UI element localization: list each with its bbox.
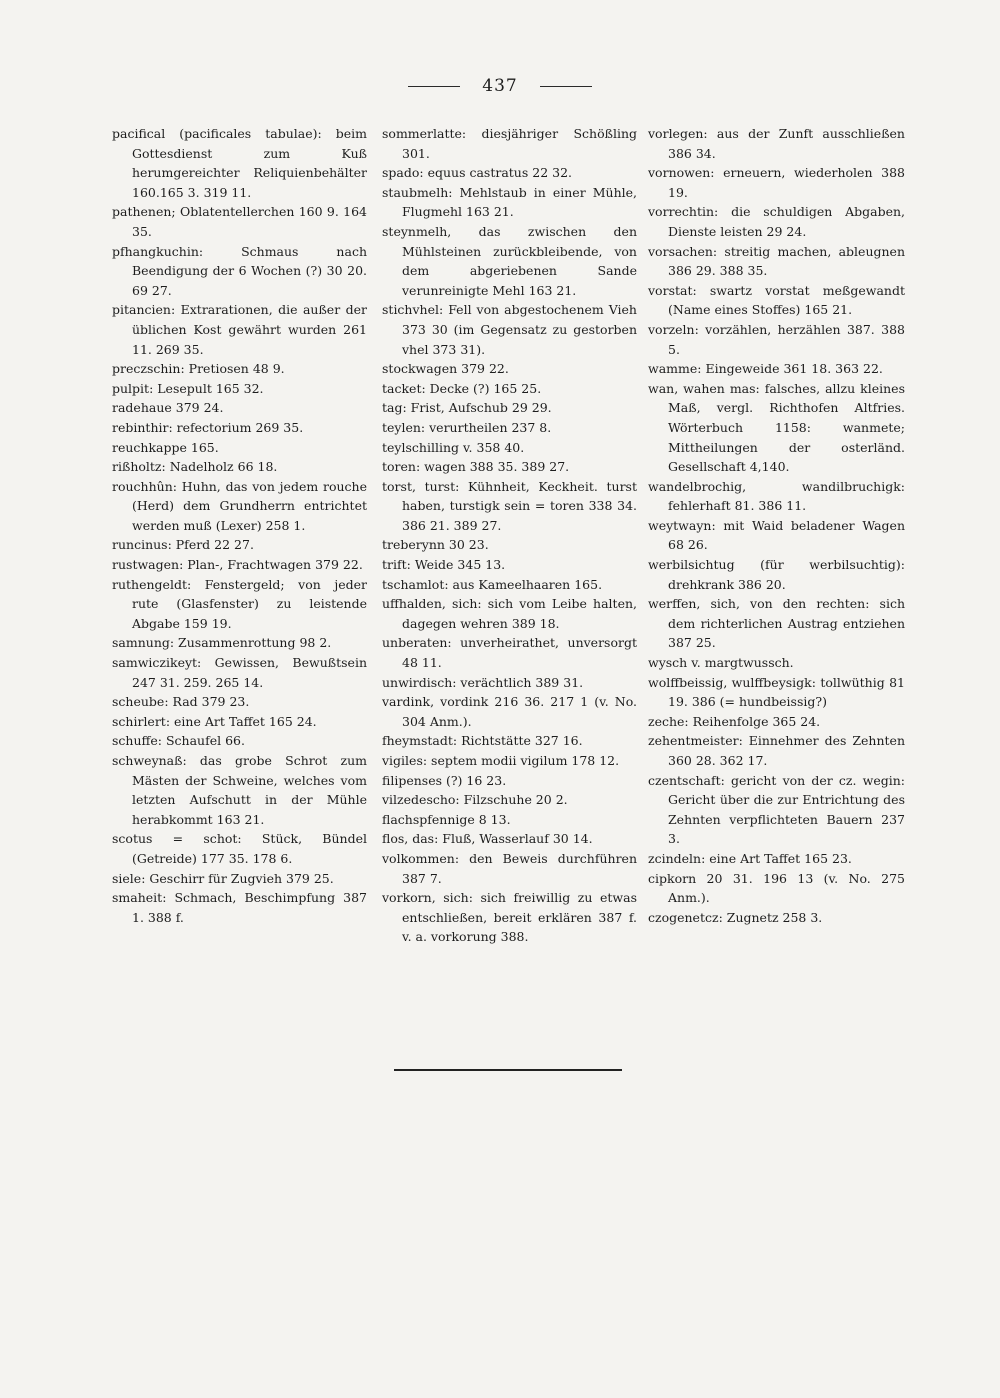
glossary-entry: rustwagen: Plan-, Frachtwagen 379 22. (112, 557, 363, 573)
glossary-entry: teylschilling v. 358 40. (382, 439, 525, 455)
glossary-entry: samnung: Zusammenrottung 98 2. (112, 635, 332, 651)
glossary-entry: rißholtz: Nadelholz 66 18. (112, 459, 278, 475)
glossary-entry: schweynaß: das grobe Schrot zum Mästen der Schweine, welches vom letzten Aufschutt in der Mühle herabkommt 163 21. (112, 753, 367, 827)
glossary-entry: schuffe: Schaufel 66. (112, 733, 245, 749)
glossary-entry: filipenses (?) 16 23. (382, 772, 507, 788)
page-number: 437 (482, 76, 518, 96)
glossary-entry: teylen: verurtheilen 237 8. (382, 419, 552, 435)
glossary-entry: vorsachen: streitig machen, ableugnen 386 29. 388 35. (648, 243, 905, 279)
glossary-entry: radehaue 379 24. (112, 400, 224, 416)
glossary-entry: pitancien: Extrarationen, die außer der üblichen Kost gewährt wurden 261 11. 269 35. (112, 302, 367, 357)
glossary-entry: flachspfennige 8 13. (382, 811, 511, 827)
glossary-entry: ruthengeldt: Fenstergeld; von jeder rute (Glasfenster) zu leistende Abgabe 159 19. (112, 576, 367, 631)
glossary-entry: tschamlot: aus Kameelhaaren 165. (382, 576, 603, 592)
glossary-entry: wandelbrochig, wandilbruchigk: fehlerhaft 81. 386 11. (648, 478, 905, 514)
glossary-entry: toren: wagen 388 35. 389 27. (382, 459, 570, 475)
glossary-entry: wamme: Eingeweide 361 18. 363 22. (648, 361, 883, 377)
glossary-entry: werffen, sich, von den rechten: sich dem richterlichen Austrag entziehen 387 25. (648, 596, 905, 651)
glossary-entry: tag: Frist, Aufschub 29 29. (382, 400, 552, 416)
glossary-entry: unwirdisch: verächtlich 389 31. (382, 674, 584, 690)
glossary-entry: vilzedescho: Filzschuhe 20 2. (382, 792, 568, 808)
glossary-entry: preczschin: Pretiosen 48 9. (112, 361, 285, 377)
glossary-entry: pacifical (pacificales tabulae): beim Gottesdienst zum Kuß herumgereichter Reliquienbehälter 160.165 3. 319 11. (112, 126, 367, 200)
header-rule-left (408, 86, 460, 87)
glossary-entry: weytwayn: mit Waid beladener Wagen 68 26. (648, 517, 905, 553)
glossary-entry: rouchhûn: Huhn, das von jedem rouche (Herd) dem Grundherrn entrichtet werden muß (Lexer) 258 1. (112, 478, 367, 533)
glossary-entry: vigiles: septem modii vigilum 178 12. (382, 753, 620, 768)
glossary-column-3 (648, 124, 905, 927)
glossary-entry: samwiczikeyt: Gewissen, Bewußtsein 247 31. 259. 265 14. (112, 655, 367, 690)
glossary-entry: zeche: Reihenfolge 365 24. (648, 713, 821, 729)
header-rule-right (540, 86, 592, 87)
glossary-entry: volkommen: den Beweis durchführen 387 7. (382, 850, 637, 886)
glossary-entry: vardink, vordink 216 36. 217 1 (v. No. 304 Anm.). (382, 694, 637, 729)
glossary-entry: reuchkappe 165. (112, 439, 219, 455)
glossary-entry: rebinthir: refectorium 269 35. (112, 419, 304, 435)
glossary-column-1 (112, 124, 367, 927)
glossary-entry: vornowen: erneuern, wiederholen 388 19. (648, 165, 905, 200)
glossary-entry: vorlegen: aus der Zunft ausschließen 386 34. (648, 126, 905, 161)
glossary-entry: pulpit: Lesepult 165 32. (112, 380, 264, 396)
glossary-entry: schirlert: eine Art Taffet 165 24. (112, 713, 317, 729)
glossary-entry: pfhangkuchin: Schmaus nach Beendigung der 6 Wochen (?) 30 20. 69 27. (112, 243, 367, 298)
glossary-entry: stockwagen 379 22. (382, 361, 509, 377)
glossary-entry: zcindeln: eine Art Taffet 165 23. (648, 850, 852, 866)
page-header (0, 76, 1000, 96)
glossary-entry: wan, wahen mas: falsches, allzu kleines Maß, vergl. Richthofen Altfries. Wörterbuch 1158: wanmete; Mittheilungen der osterländ. Gesellschaft 4,140. (648, 380, 905, 475)
glossary-entry: vorzeln: vorzählen, herzählen 387. 388 5. (648, 321, 905, 357)
glossary-entry: trift: Weide 345 13. (382, 557, 506, 573)
glossary-entry: torst, turst: Kühnheit, Keckheit. turst haben, turstigk sein = toren 338 34. 386 21. 389 27. (382, 478, 637, 533)
glossary-entry: wysch v. margtwussch. (648, 655, 794, 671)
glossary-entry: czogenetcz: Zugnetz 258 3. (648, 909, 823, 925)
glossary-entry: wolffbeissig, wulffbeysigk: tollwüthig 81 19. 386 (= hundbeissig?) (648, 674, 905, 710)
glossary-entry: stichvhel: Fell von abgestochenem Vieh 373 30 (im Gegensatz zu gestorben vhel 373 31). (382, 302, 637, 357)
glossary-entry: scotus = schot: Stück, Bündel (Getreide) 177 35. 178 6. (112, 831, 367, 866)
bottom-rule (394, 1069, 622, 1071)
glossary-entry: smaheit: Schmach, Beschimpfung 387 1. 388 f. (112, 890, 367, 925)
glossary-entry: uffhalden, sich: sich vom Leibe halten, dagegen wehren 389 18. (382, 596, 637, 631)
glossary-entry: siele: Geschirr für Zugvieh 379 25. (112, 870, 334, 886)
glossary-entry: runcinus: Pferd 22 27. (112, 537, 254, 553)
glossary-entry: zehentmeister: Einnehmer des Zehnten 360 28. 362 17. (648, 733, 905, 768)
glossary-entry: fheymstadt: Richtstätte 327 16. (382, 733, 583, 749)
glossary-entry: czentschaft: gericht von der cz. wegin: Gericht über die zur Entrichtung des Zehnten verpflichteten Bauern 237 3. (648, 772, 905, 847)
glossary-entry: pathenen; Oblatentellerchen 160 9. 164 35. (112, 204, 367, 239)
glossary-entry: sommerlatte: diesjähriger Schößling 301. (382, 126, 637, 161)
glossary-entry: steynmelh, das zwischen den Mühlsteinen zurückbleibende, von dem abgeriebenen Sande verunreinigte Mehl 163 21. (382, 223, 637, 298)
glossary-entry: vorkorn, sich: sich freiwillig zu etwas entschließen, bereit erklären 387 f. v. a. vorkorung 388. (382, 890, 637, 945)
glossary-entry: vorstat: swartz vorstat meßgewandt (Name eines Stoffes) 165 21. (648, 282, 905, 318)
glossary-entry: werbilsichtug (für werbilsuchtig): drehkrank 386 20. (648, 557, 905, 592)
glossary-entry: treberynn 30 23. (382, 537, 489, 553)
glossary-entry: spado: equus castratus 22 32. (382, 165, 573, 181)
glossary-entry: cipkorn 20 31. 196 13 (v. No. 275 Anm.). (648, 870, 905, 906)
glossary-entry: staubmelh: Mehlstaub in einer Mühle, Flugmehl 163 21. (382, 184, 637, 220)
glossary-entry: flos, das: Fluß, Wasserlauf 30 14. (382, 831, 593, 847)
glossary-entry: unberaten: unverheirathet, unversorgt 48 11. (382, 635, 637, 671)
glossary-entry: vorrechtin: die schuldigen Abgaben, Dienste leisten 29 24. (648, 204, 905, 239)
glossary-entry: scheube: Rad 379 23. (112, 694, 250, 710)
glossary-entry: tacket: Decke (?) 165 25. (382, 380, 542, 396)
glossary-column-2 (382, 124, 637, 947)
